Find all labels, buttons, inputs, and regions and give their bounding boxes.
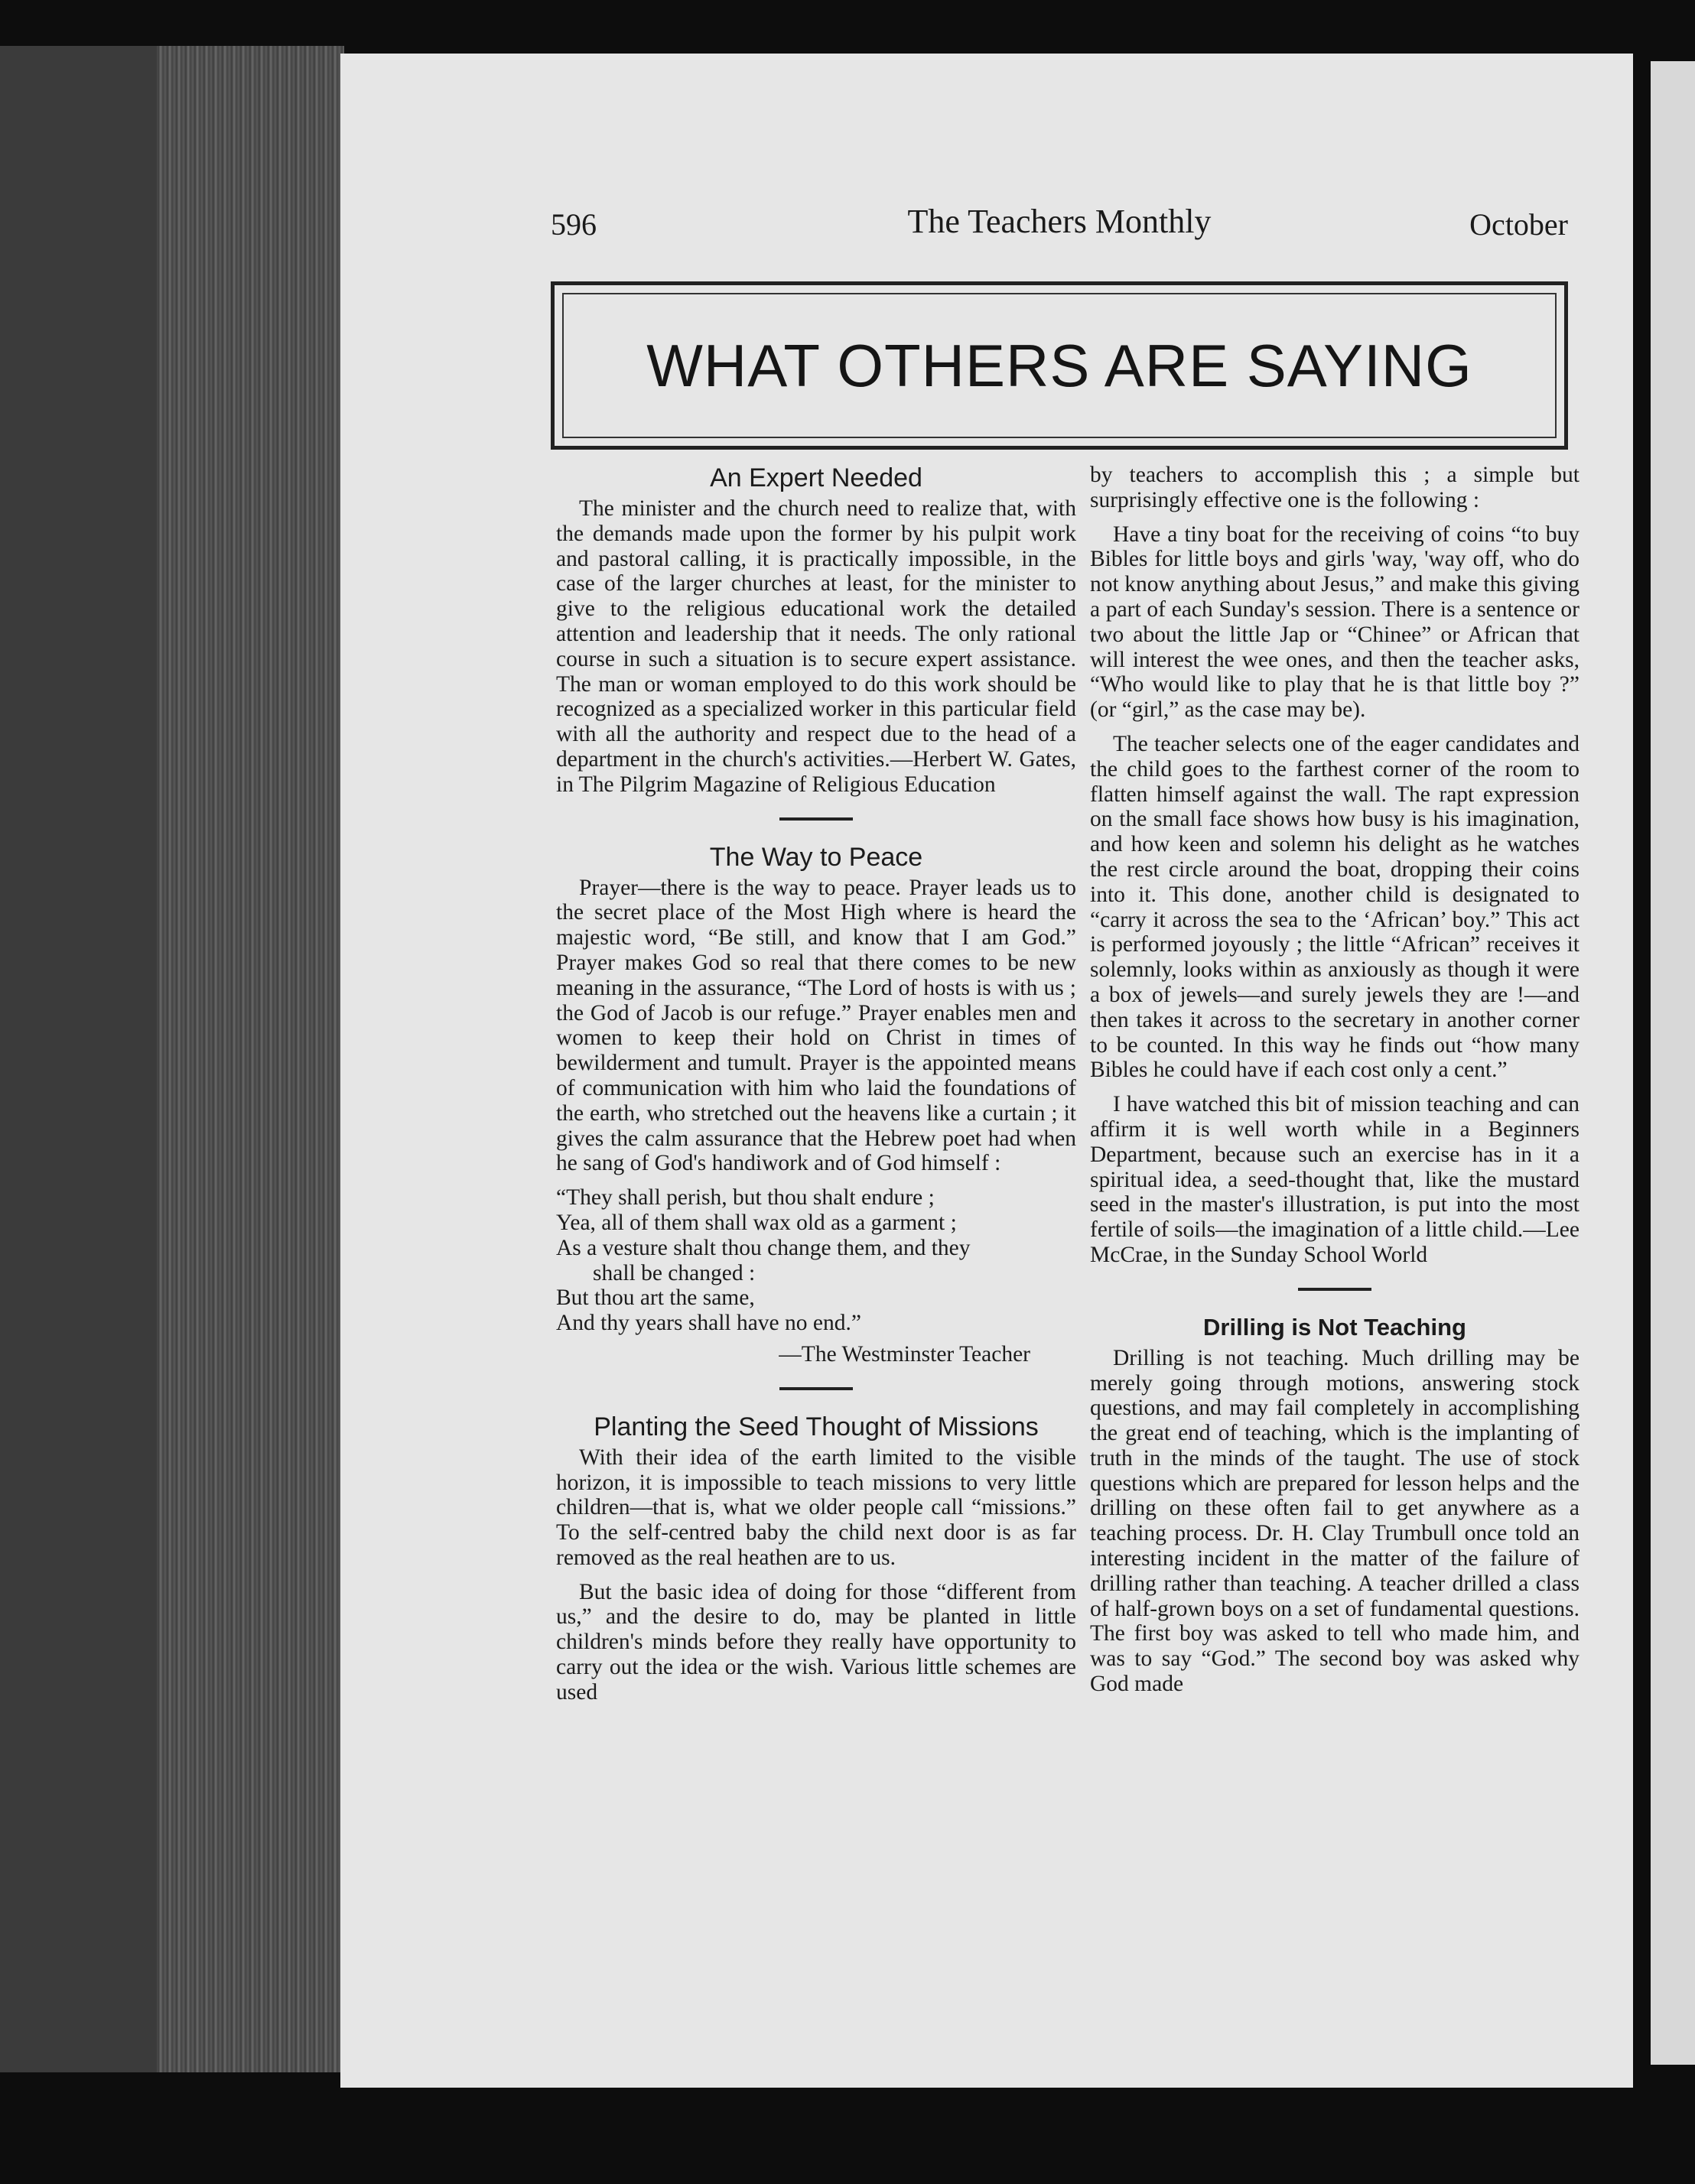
poem-line: And thy years shall have no end.”: [556, 1311, 861, 1336]
article-paragraph: I have watched this bit of mission teaching and can affirm it is well worth while in a Beginners Department, because such an exercise has in it a spiritual idea, a seed-thought that, like the mustard seed in the master's illustration, is put into the most fertile of soils—the imagination of a little child.—Lee McCrae, in the Sunday School World: [1090, 1092, 1580, 1267]
article-paragraph: by teachers to accomplish this ; a simple but surprisingly effective one is the following :: [1090, 463, 1580, 512]
right-column: [1090, 463, 1580, 1706]
article-paragraph: With their idea of the earth limited to the visible horizon, it is impossible to teach missions to very little children—that is, what we older people call “missions.” To the self-centred baby the child next door is as far removed as the real heathen are to us.: [556, 1445, 1076, 1570]
poem-line: As a vesture shalt thou change them, and they: [556, 1235, 971, 1260]
article-paragraph: Drilling is not teaching. Much drilling may be merely going through motions, answering stock questions, and may fail completely in accomplishing the great end of teaching, which is the implanting of truth in the minds of the taught. The use of stock questions which are prepared for lesson helps and the drilling on these often fail to get anywhere as a teaching process. Dr. H. Clay Trumbull once told an interesting incident in the matter of the failure of drilling rather than teaching. A teacher drilled a class of half-grown boys on a set of fundamental questions. The first boy was asked to tell who made him, and was to say “God.” The second boy was asked why God made: [1090, 1345, 1580, 1697]
article-heading: Planting the Seed Thought of Missions: [594, 1412, 1039, 1441]
article-divider: [779, 1387, 853, 1390]
article-divider: [1298, 1288, 1371, 1291]
article-heading: The Way to Peace: [709, 842, 923, 872]
poem-line: “They shall perish, but thou shalt endure ;: [556, 1185, 935, 1211]
poem-quote: [556, 1185, 1076, 1336]
article-heading: Drilling is Not Teaching: [1203, 1313, 1466, 1341]
article-paragraph: Have a tiny boat for the receiving of coins “to buy Bibles for little boys and girls 'way, 'way off, who do not know anything about Jesus,” and make this giving a part of each Sunday's session. There is a sentence or two about the little Jap or “Chinee” or African that will interest the wee ones, and then the teacher asks, “Who would like to play that he is that little boy ?” (or “girl,” as the case may be).: [1090, 522, 1580, 723]
issue-month: October: [1469, 207, 1568, 242]
left-column: [556, 463, 1076, 1714]
facing-page-edge: [1637, 61, 1695, 2065]
article-paragraph: The teacher selects one of the eager candidates and the child goes to the farthest corner of the room to flatten himself against the wall. The rapt expression on the small face shows how busy is his imagination, and how keen and solemn his delight as he watches the rest circle around the boat, dropping their coins into it. This done, another child is designated to “carry it across the sea to the ‘African’ boy.” This act is performed joyously ; the little “African” receives it solemnly, looks within as anxiously as though it were a box of jewels—and surely jewels they are !—and then takes it across to the secretary in another corner to be counted. In this way he finds out “how many Bibles he could have if each cost only a cent.”: [1090, 731, 1580, 1083]
article-divider: [779, 817, 853, 821]
article-paragraph: But the basic idea of doing for those “different from us,” and the desire to do, may be planted in little children's minds before they really have opportunity to carry out the idea or the wish. Various little schemes are used: [556, 1579, 1076, 1705]
poem-line: shall be changed :: [593, 1260, 756, 1285]
poem-line: But thou art the same,: [556, 1285, 755, 1311]
page-edge-shadow: [0, 46, 157, 2072]
attribution: —The Westminster Teacher: [779, 1341, 1030, 1367]
running-header: [551, 203, 1568, 260]
page-number: 596: [551, 207, 597, 242]
article-heading: An Expert Needed: [710, 463, 922, 492]
section-banner: [551, 281, 1568, 450]
section-title: WHAT OTHERS ARE SAYING: [646, 331, 1472, 399]
poem-line: Yea, all of them shall wax old as a garment ;: [556, 1210, 957, 1235]
journal-title: The Teachers Monthly: [907, 203, 1212, 240]
article-paragraph: Prayer—there is the way to peace. Prayer leads us to the secret place of the Most High where is heard the majestic word, “Be still, and know that I am God.” Prayer makes God so real that there comes to be new meaning in the assurance, “The Lord of hosts is with us ; the God of Jacob is our refuge.” Prayer enables men and women to keep their hold on Christ in times of bewilderment and tumult. Prayer is the appointed means of communication with him who laid the foundations of the earth, who stretched out the heavens like a curtain ; it gives the calm assurance that the Hebrew poet had when he sang of God's handiwork and of God himself :: [556, 875, 1076, 1176]
article-paragraph: The minister and the church need to realize that, with the demands made upon the former by his pulpit work and pastoral calling, it is practically impossible, in the case of the larger churches at least, for the minister to give to the religious educational work the detailed attention and leadership that it needs. The only rational course in such a situation is to secure expert assistance. The man or woman employed to do this work should be recognized as a specialized worker in this particular field with all the authority and respect due to the head of a department in the church's activities.—Herbert W. Gates, in The Pilgrim Magazine of Religious Education: [556, 496, 1076, 797]
